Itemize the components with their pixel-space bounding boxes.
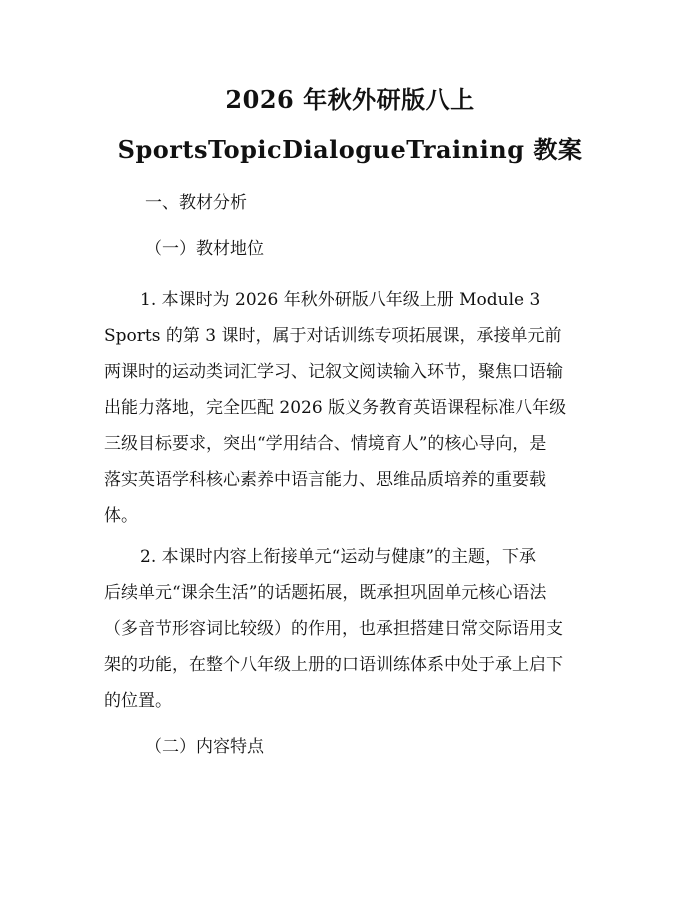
paragraph-1-line: 落实英语学科核心素养中语言能力、思维品质培养的重要载 [104, 470, 546, 490]
subsection-heading-content-features: （二）内容特点 [145, 737, 264, 757]
paragraph-1 [104, 282, 604, 534]
paragraph-2-line: 2. 本课时内容上衔接单元“运动与健康”的主题，下承 [140, 547, 537, 567]
document-title-line-2: SportsTopicDialogueTraining 教案 [117, 135, 583, 164]
paragraph-1-line: 出能力落地，完全匹配 2026 版义务教育英语课程标准八年级 [104, 398, 567, 418]
paragraph-2-line: （多音节形容词比较级）的作用，也承担搭建日常交际语用支 [104, 619, 563, 639]
paragraph-1-line: Sports 的第 3 课时，属于对话训练专项拓展课，承接单元前 [104, 326, 562, 346]
paragraph-1-line: 两课时的运动类词汇学习、记叙文阅读输入环节，聚焦口语输 [104, 362, 563, 382]
paragraph-2-line: 架的功能，在整个八年级上册的口语训练体系中处于承上启下 [104, 655, 563, 675]
paragraph-2 [104, 539, 604, 719]
paragraph-2-line: 后续单元“课余生活”的话题拓展，既承担巩固单元核心语法 [104, 583, 547, 603]
document-title-line-1: 2026 年秋外研版八上 [225, 85, 475, 114]
paragraph-1-line: 三级目标要求，突出“学用结合、情境育人”的核心导向，是 [104, 434, 547, 454]
section-heading-textbook-analysis: 一、教材分析 [145, 193, 247, 213]
paragraph-1-line: 体。 [104, 506, 138, 526]
subsection-heading-textbook-position: （一）教材地位 [145, 239, 264, 259]
paragraph-1-line: 1. 本课时为 2026 年秋外研版八年级上册 Module 3 [140, 290, 541, 310]
paragraph-2-line: 的位置。 [104, 691, 172, 711]
